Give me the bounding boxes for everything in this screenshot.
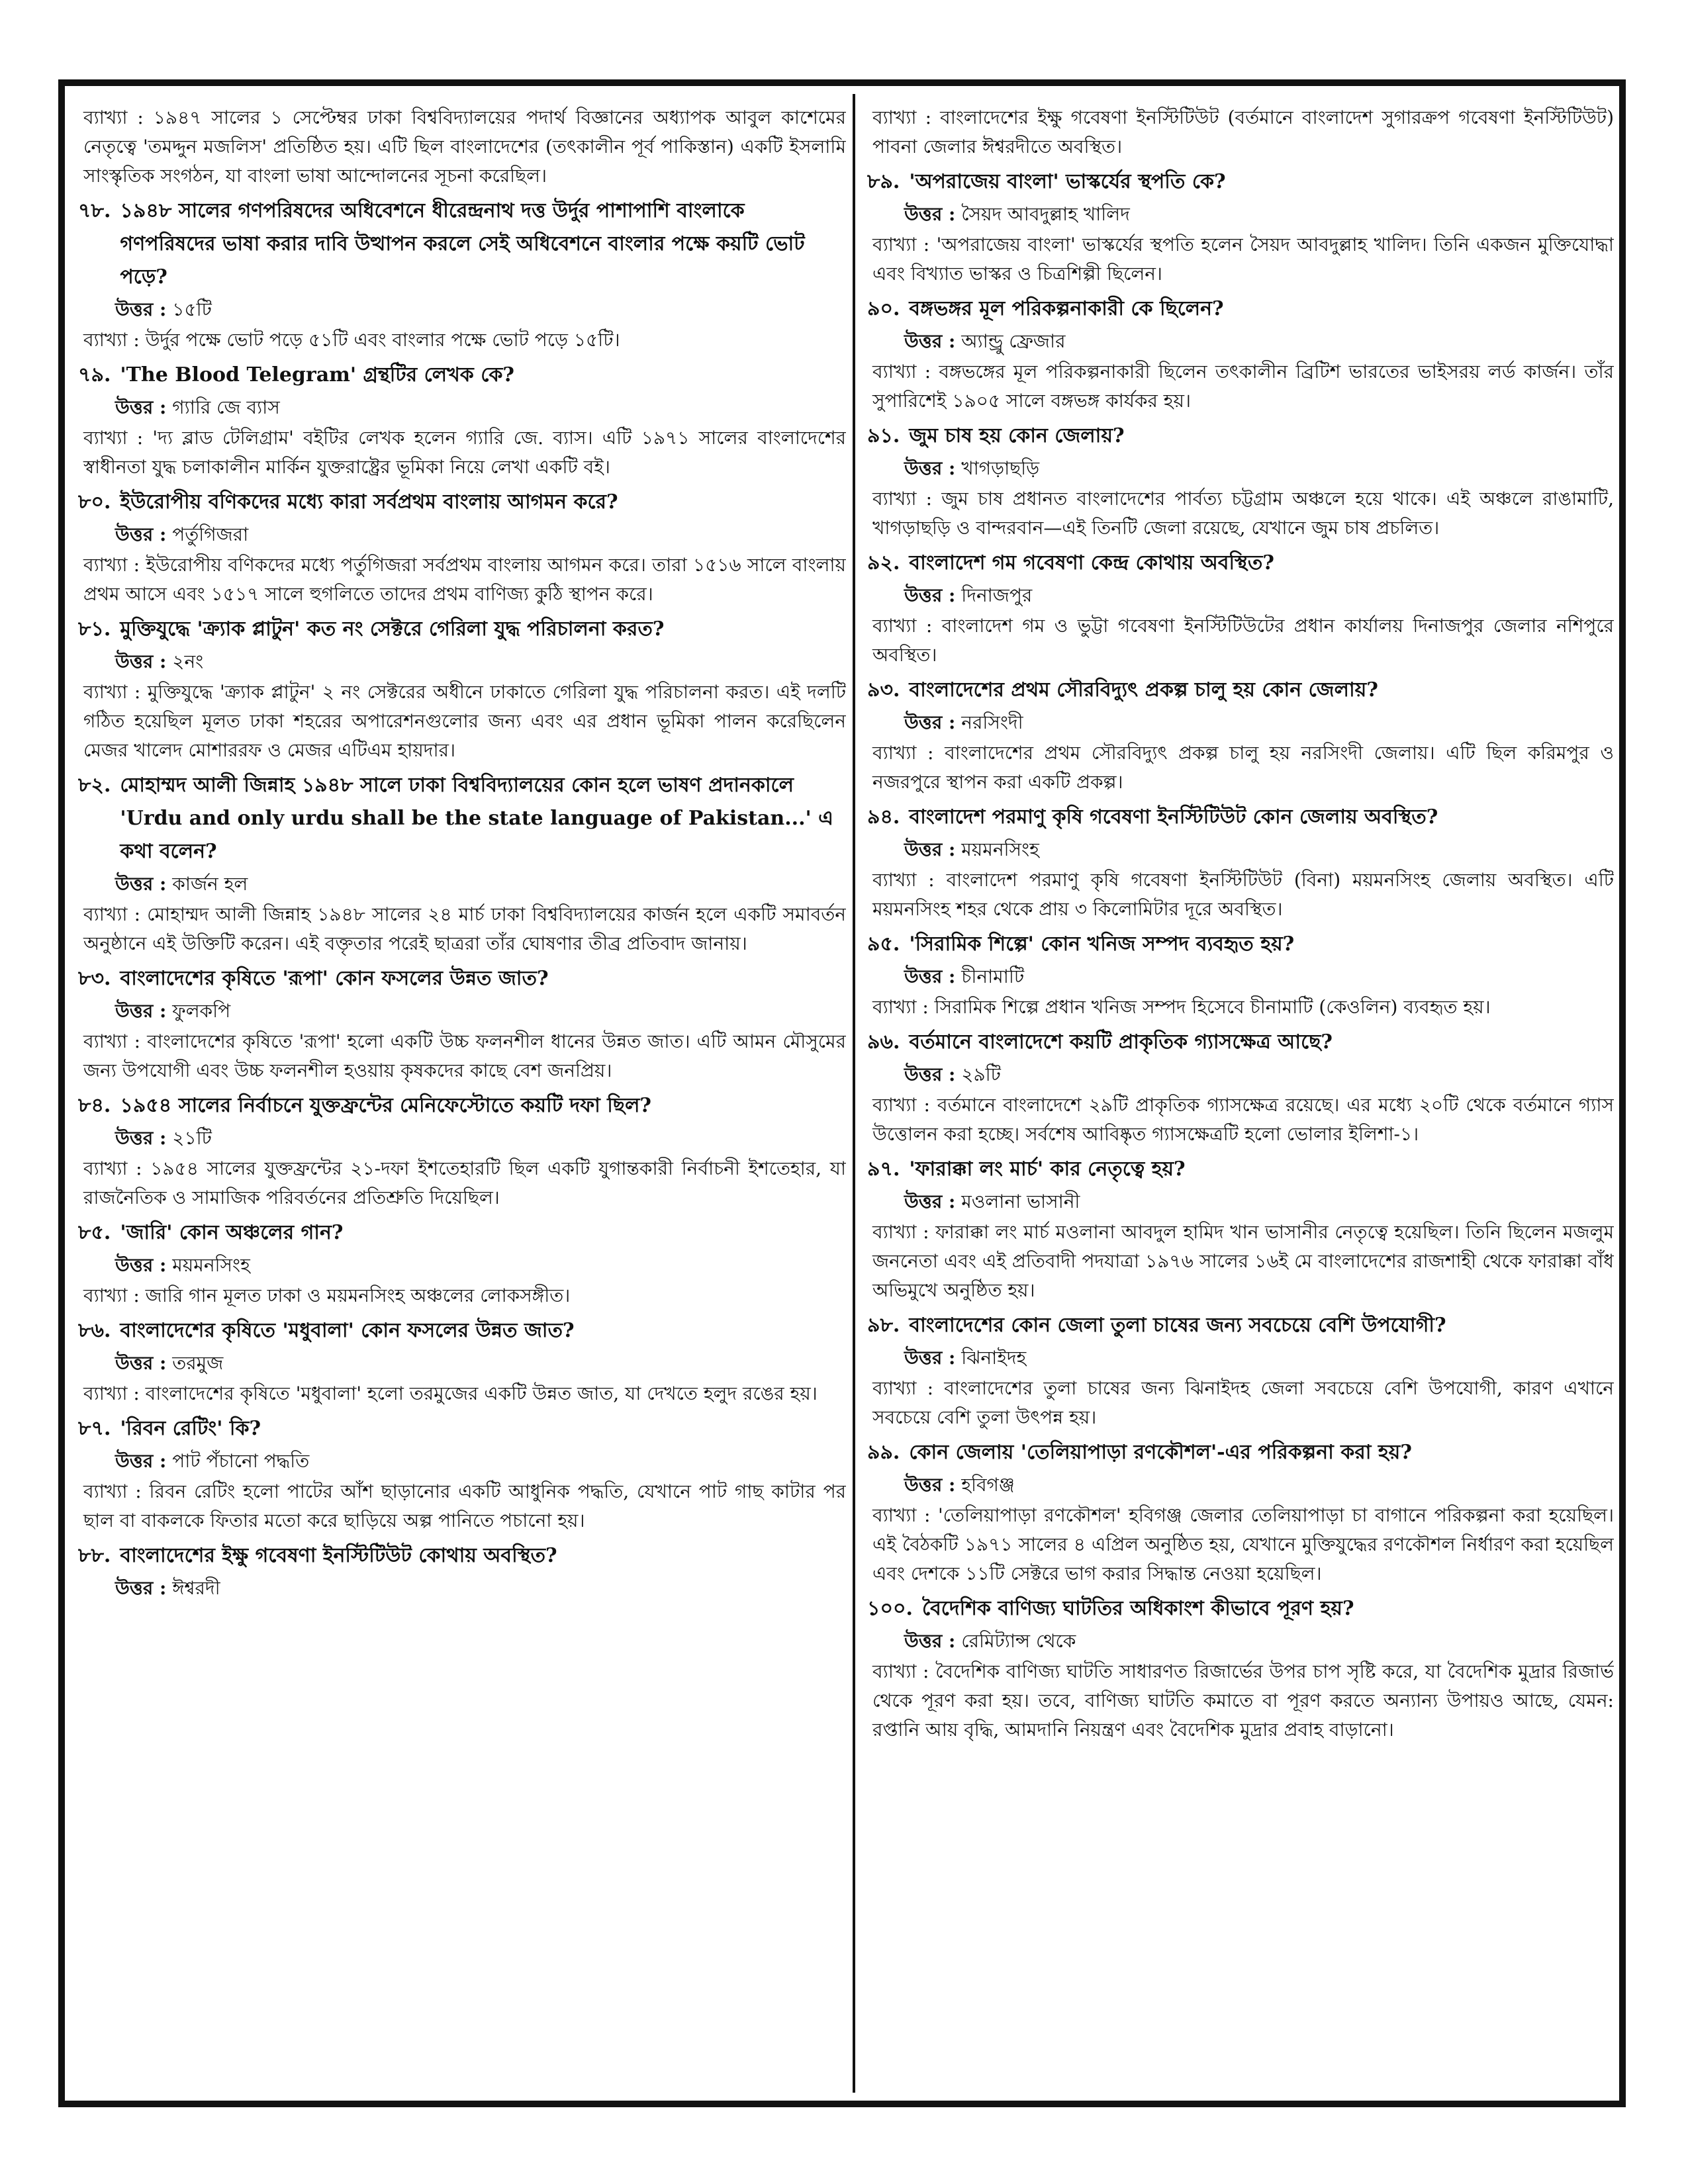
answer [78,995,846,1027]
question-number: ৮০. [78,490,111,514]
question-text: বৈদেশিক বাণিজ্য ঘাটতির অধিকাংশ কীভাবে পূরণ হয়? [921,1597,1354,1620]
question [78,1089,846,1122]
explanation: ব্যাখ্যা : বাংলাদেশ গম ও ভুট্টা গবেষণা ইনস্টিটিউটের প্রধান কার্যালয় দিনাজপুর জেলার নশিপুরে অবস্থিত। [872,615,1614,666]
answer-text: ফুলকপি [172,1000,231,1022]
qa-item [78,359,846,482]
answer [867,1059,1614,1091]
answer-text: পর্তুগিজরা [172,523,249,545]
qa-item [78,769,846,958]
answer-text: অ্যান্ড্রু ফ্রেজার [961,330,1066,352]
explanation: ব্যাখ্যা : জুম চাষ প্রধানত বাংলাদেশের পার্বত্য চট্টগ্রাম অঞ্চলে হয়ে থাকে। এই অঞ্চলে রাঙামাটি, খাগড়াছড়ি ও বান্দরবান—এই তিনটি জেলা রয়েছে, যেখানে জুম চাষ প্রচলিত। [872,488,1614,539]
right-column [867,103,1614,2087]
question-text: 'The Blood Telegram' গ্রন্থটির লেখক কে? [120,363,514,387]
question-number: ৮৬. [78,1319,111,1342]
answer [867,834,1614,866]
answer-label: উত্তর : [115,523,167,545]
answer-text: ময়মনসিংহ [172,1254,250,1276]
question [867,1436,1614,1469]
question [867,293,1614,326]
answer-text: সৈয়দ আবদুল্লাহ খালিদ [961,203,1130,225]
question [867,1592,1614,1625]
question [78,195,846,294]
qa-item [867,1309,1614,1432]
qa-item [78,1314,846,1408]
qa-item [78,1216,846,1310]
answer-text: হবিগঞ্জ [961,1474,1015,1496]
intro-explanation: ব্যাখ্যা : বাংলাদেশের ইক্ষু গবেষণা ইনস্টিটিউট (বর্তমানে বাংলাদেশ সুগারক্রপ গবেষণা ইনস্টিটিউট) পাবনা জেলার ঈশ্বরদীতে অবস্থিত। [872,107,1614,158]
question [867,1309,1614,1342]
question [867,674,1614,707]
answer [867,453,1614,484]
qa-item [78,1089,846,1212]
explanation: ব্যাখ্যা : জারি গান মূলত ঢাকা ও ময়মনসিংহ অঞ্চলের লোকসঙ্গীত। [83,1285,571,1306]
intro-explanation: ব্যাখ্যা : ১৯৪৭ সালের ১ সেপ্টেম্বর ঢাকা বিশ্ববিদ্যালয়ের পদার্থ বিজ্ঞানের অধ্যাপক আবুল কাশেমের নেতৃত্বে 'তমদ্দুন মজলিস' প্রতিষ্ঠিত হয়। এটি ছিল বাংলাদেশের (তৎকালীন পূর্ব পাকিস্তান) একটি ইসলামি সাংস্কৃতিক সংগঠন, যা বাংলা ভাষা আন্দোলনের সূচনা করেছিল। [83,107,846,187]
qa-item [78,195,846,355]
answer [867,1186,1614,1218]
question-list [867,165,1614,1745]
answer-text: ঝিনাইদহ [961,1347,1027,1369]
question [78,1412,846,1445]
answer [867,707,1614,739]
answer-label: উত্তর : [115,1000,167,1022]
answer-label: উত্তর : [115,1577,167,1599]
question-number: ৯১. [867,424,900,447]
question [78,486,846,519]
answer-label: উত্তর : [115,1450,167,1472]
question [78,1216,846,1250]
answer [78,1572,846,1604]
question-number: ৭৯. [78,363,111,387]
question [78,1314,846,1347]
answer [867,199,1614,230]
question-number: ৯৮. [867,1314,900,1337]
qa-item [867,674,1614,797]
answer-label: উত্তর : [904,966,956,987]
question-text: ১৯৫৪ সালের নির্বাচনে যুক্তফ্রন্টের মেনিফেস্টোতে কয়টি দফা ছিল? [120,1094,652,1117]
answer-label: উত্তর : [904,839,956,860]
question-text: কোন জেলায় 'তেলিয়াপাড়া রণকৌশল'-এর পরিকল্পনা করা হয়? [909,1441,1412,1464]
question-text: ইউরোপীয় বণিকদের মধ্যে কারা সর্বপ্রথম বাংলায় আগমন করে? [120,490,618,514]
qa-item [867,420,1614,543]
explanation: ব্যাখ্যা : উর্দুর পক্ষে ভোট পড়ে ৫১টি এবং বাংলার পক্ষে ভোট পড়ে ১৫টি। [83,329,620,351]
answer-label: উত্তর : [115,298,167,320]
answer-text: ১৫টি [172,298,212,320]
answer-text: ২৯টি [961,1064,1001,1085]
question-number: ৯৯. [867,1441,900,1464]
explanation: ব্যাখ্যা : বাংলাদেশ পরমাণু কৃষি গবেষণা ইনস্টিটিউট (বিনা) ময়মনসিংহ জেলায় অবস্থিত। এটি ময়মনসিংহ শহর থেকে প্রায় ৩ কিলোমিটার দূরে অবস্থিত। [872,869,1614,920]
qa-item [78,613,846,765]
question-number: ৮২. [78,774,111,797]
answer [78,1122,846,1154]
explanation: ব্যাখ্যা : ১৯৫৪ সালের যুক্তফ্রন্টের ২১-দফা ইশতেহারটি ছিল একটি যুগান্তকারী নির্বাচনী ইশতেহার, যা রাজনৈতিক ও সামাজিক পরিবর্তনের প্রতিশ্রুতি দিয়েছিল। [83,1158,846,1208]
answer [867,961,1614,993]
question-text: মোহাম্মদ আলী জিন্নাহ ১৯৪৮ সালে ঢাকা বিশ্ববিদ্যালয়ের কোন হলে ভাষণ প্রদানকালে 'Urdu and only urdu shall be the state language of Pakistan...' এ কথা বলেন? [120,774,833,863]
answer-text: গ্যারি জে ব্যাস [172,396,280,418]
answer [78,646,846,678]
answer-label: উত্তর : [904,1347,956,1369]
question-number: ৮৫. [78,1221,111,1244]
answer-text: পাট পঁচানো পদ্ধতি [172,1450,310,1472]
explanation: ব্যাখ্যা : বাংলাদেশের কৃষিতে 'রূপা' হলো একটি উচ্চ ফলনশীল ধানের উন্নত জাত। এটি আমন মৌসুমের জন্য উপযোগী এবং উচ্চ ফলনশীল হওয়ায় কৃষকদের কাছে বেশ জনপ্রিয়। [83,1030,846,1081]
answer [78,1445,846,1477]
explanation: ব্যাখ্যা : 'অপরাজেয় বাংলা' ভাস্কর্যের স্থপতি হলেন সৈয়দ আবদুল্লাহ খালিদ। তিনি একজন মুক্তিযোদ্ধা এবং বিখ্যাত ভাস্কর ও চিত্রশিল্পী ছিলেন। [872,234,1614,285]
question-number: ৯৫. [867,933,900,956]
left-column [78,103,846,2087]
answer-label: উত্তর : [115,1352,167,1374]
answer-label: উত্তর : [904,584,956,606]
question-list [78,195,846,1604]
answer-text: ময়মনসিংহ [961,839,1039,860]
answer-text: ঈশ্বরদী [172,1577,220,1599]
qa-item [867,1026,1614,1149]
qa-item [867,801,1614,924]
answer-text: ২নং [172,651,204,672]
explanation: ব্যাখ্যা : 'দ্য ব্লাড টেলিগ্রাম' বইটির লেখক হলেন গ্যারি জে. ব্যাস। এটি ১৯৭১ সালের বাংলাদেশের স্বাধীনতা যুদ্ধ চলাকালীন মার্কিন যুক্তরাষ্ট্রের ভূমিকা নিয়ে লেখা একটি বই। [83,427,846,478]
qa-item [78,962,846,1085]
answer-text: চীনামাটি [961,966,1025,987]
answer-label: উত্তর : [904,1630,956,1652]
question-number: ৭৮. [78,199,111,222]
explanation: ব্যাখ্যা : বঙ্গভঙ্গের মূল পরিকল্পনাকারী ছিলেন তৎকালীন ব্রিটিশ ভারতের ভাইসরয় লর্ড কার্জন। তাঁর সুপারিশেই ১৯০৫ সালে বঙ্গভঙ্গ কার্যকর হয়। [872,361,1614,412]
question-text: 'ফারাক্কা লং মার্চ' কার নেতৃত্বে হয়? [909,1158,1186,1181]
explanation: ব্যাখ্যা : বাংলাদেশের কৃষিতে 'মধুবালা' হলো তরমুজের একটি উন্নত জাত, যা দেখতে হলুদ রঙের হয়। [83,1383,818,1404]
question [867,1153,1614,1186]
qa-item [867,165,1614,289]
qa-item [867,1436,1614,1588]
question-number: ১০০. [867,1597,913,1620]
answer-label: উত্তর : [904,1064,956,1085]
question-number: ৯৩. [867,678,900,702]
question [78,359,846,392]
answer-label: উত্তর : [904,457,956,479]
qa-item [78,1539,846,1604]
question-text: বঙ্গভঙ্গর মূল পরিকল্পনাকারী কে ছিলেন? [909,297,1224,320]
explanation: ব্যাখ্যা : 'তেলিয়াপাড়া রণকৌশল' হবিগঞ্জ জেলার তেলিয়াপাড়া চা বাগানে পরিকল্পনা করা হয়েছিল। এই বৈঠকটি ১৯৭১ সালের ৪ এপ্রিল অনুষ্ঠিত হয়, যেখানে মুক্তিযুদ্ধের রণকৌশল নির্ধারণ করা হয়েছিল এবং দেশকে ১১টি সেক্টরে ভাগ করার সিদ্ধান্ত নেওয়া হয়েছিল। [872,1504,1614,1584]
explanation: ব্যাখ্যা : ফারাক্কা লং মার্চ মওলানা আবদুল হামিদ খান ভাসানীর নেতৃত্বে হয়েছিল। তিনি ছিলেন মজলুম জননেতা এবং এই প্রতিবাদী পদযাত্রা ১৯৭৬ সালের ১৬ই মে বাংলাদেশের রাজশাহী থেকে ফারাক্কা বাঁধ অভিমুখে অনুষ্ঠিত হয়। [872,1221,1614,1301]
question-text: জুম চাষ হয় কোন জেলায়? [909,424,1125,447]
question [78,962,846,995]
qa-item [867,1153,1614,1305]
question-text: মুক্তিযুদ্ধে 'ক্র্যাক প্লাটুন' কত নং সেক্টরে গেরিলা যুদ্ধ পরিচালনা করত? [120,617,665,641]
qa-item [78,1412,846,1535]
answer-text: মওলানা ভাসানী [961,1191,1080,1212]
column-divider [853,94,855,2093]
answer [78,392,846,424]
answer-label: উত্তর : [904,203,956,225]
question-number: ৯০. [867,297,900,320]
answer-label: উত্তর : [904,1191,956,1212]
question-text: 'অপরাজেয় বাংলা' ভাস্কর্যের স্থপতি কে? [909,170,1226,193]
explanation: ব্যাখ্যা : বৈদেশিক বাণিজ্য ঘাটতি সাধারণত রিজার্ভের উপর চাপ সৃষ্টি করে, যা বৈদেশিক মুদ্রার রিজার্ভ থেকে পূরণ করা হয়। তবে, বাণিজ্য ঘাটতি কমাতে বা পূরণ করতে অন্যান্য উপায়ও আছে, যেমন: রপ্তানি আয় বৃদ্ধি, আমদানি নিয়ন্ত্রণ এবং বৈদেশিক মুদ্রার প্রবাহ বাড়ানো। [872,1661,1614,1741]
qa-item [867,1592,1614,1745]
answer [867,1469,1614,1501]
explanation: ব্যাখ্যা : সিরামিক শিল্পে প্রধান খনিজ সম্পদ হিসেবে চীনামাটি (কেওলিন) ব্যবহৃত হয়। [872,996,1491,1018]
explanation: ব্যাখ্যা : রিবন রেটিং হলো পাটের আঁশ ছাড়ানোর একটি আধুনিক পদ্ধতি, যেখানে পাট গাছ কাটার পর ছাল বা বাকলকে ফিতার মতো করে ছাড়িয়ে অল্প পানিতে পচানো হয়। [83,1480,846,1531]
answer [867,1625,1614,1657]
answer-label: উত্তর : [115,1254,167,1276]
question-text: 'সিরামিক শিল্পে' কোন খনিজ সম্পদ ব্যবহৃত হয়? [909,933,1295,956]
answer-label: উত্তর : [115,1127,167,1149]
explanation: ব্যাখ্যা : বাংলাদেশের তুলা চাষের জন্য ঝিনাইদহ জেলা সবচেয়ে বেশি উপযোগী, কারণ এখানে সবচেয়ে বেশি তুলা উৎপন্ন হয়। [872,1377,1614,1428]
question-text: বাংলাদেশ পরমাণু কৃষি গবেষণা ইনস্টিটিউট কোন জেলায় অবস্থিত? [909,805,1438,829]
answer [867,326,1614,357]
question-number: ৮১. [78,617,111,641]
explanation: ব্যাখ্যা : মোহাম্মদ আলী জিন্নাহ ১৯৪৮ সালের ২৪ মার্চ ঢাকা বিশ্ববিদ্যালয়ের কার্জন হলে একটি সমাবর্তন অনুষ্ঠানে এই উক্তিটি করেন। এই বক্তৃতার পরেই ছাত্ররা তাঁর ঘোষণার তীব্র প্রতিবাদ জানায়। [83,903,846,954]
answer-label: উত্তর : [115,396,167,418]
answer-text: তরমুজ [172,1352,224,1374]
answer [78,868,846,900]
question-number: ৮৯. [867,170,900,193]
question [78,1539,846,1572]
answer [867,1342,1614,1374]
answer-text: কার্জন হল [172,873,248,895]
question-number: ৯৭. [867,1158,900,1181]
question-text: বাংলাদেশের কোন জেলা তুলা চাষের জন্য সবচেয়ে বেশি উপযোগী? [909,1314,1446,1337]
question-text: ১৯৪৮ সালের গণপরিষদের অধিবেশনে ধীরেন্দ্রনাথ দত্ত উর্দুর পাশাপাশি বাংলাকে গণপরিষদের ভাষা করার দাবি উত্থাপন করলে সেই অধিবেশনে বাংলার পক্ষে কয়টি ভোট পড়ে? [120,199,805,289]
answer-label: উত্তর : [115,873,167,895]
question-text: 'রিবন রেটিং' কি? [120,1417,261,1440]
qa-item [867,293,1614,416]
question-text: বাংলাদেশের ইক্ষু গবেষণা ইনস্টিটিউট কোথায় অবস্থিত? [120,1544,557,1567]
answer-label: উত্তর : [904,1474,956,1496]
answer-text: ২১টি [172,1127,212,1149]
explanation: ব্যাখ্যা : বাংলাদেশের প্রথম সৌরবিদ্যুৎ প্রকল্প চালু হয় নরসিংদী জেলায়। এটি ছিল করিমপুর ও নজরপুরে স্থাপন করা একটি প্রকল্প। [872,742,1614,793]
explanation: ব্যাখ্যা : মুক্তিযুদ্ধে 'ক্র্যাক প্লাটুন' ২ নং সেক্টরের অধীনে ঢাকাতে গেরিলা যুদ্ধ পরিচালনা করত। এই দলটি গঠিত হয়েছিল মূলত ঢাকা শহরের অপারেশনগুলোর জন্য এবং এর প্রধান ভূমিকা পালন করেছিলেন মেজর খালেদ মোশাররফ ও মেজর এটিএম হায়দার। [83,681,846,761]
answer-text: দিনাজপুর [961,584,1033,606]
answer [78,1250,846,1281]
answer [78,1347,846,1379]
qa-item [867,928,1614,1022]
question [78,769,846,868]
question-number: ৯৪. [867,805,900,829]
answer-label: উত্তর : [115,651,167,672]
question [867,547,1614,580]
answer-text: খাগড়াছড়ি [961,457,1040,479]
question [867,801,1614,834]
question-text: 'জারি' কোন অঞ্চলের গান? [120,1221,344,1244]
answer-label: উত্তর : [904,711,956,733]
question-number: ৯৬. [867,1030,900,1054]
answer-label: উত্তর : [904,330,956,352]
answer-text: নরসিংদী [961,711,1023,733]
question [867,420,1614,453]
question-text: বাংলাদেশের প্রথম সৌরবিদ্যুৎ প্রকল্প চালু হয় কোন জেলায়? [909,678,1378,702]
question-number: ৮৭. [78,1417,111,1440]
qa-item [867,547,1614,670]
explanation: ব্যাখ্যা : বর্তমানে বাংলাদেশে ২৯টি প্রাকৃতিক গ্যাসক্ষেত্র রয়েছে। এর মধ্যে ২০টি থেকে বর্তমানে গ্যাস উত্তোলন করা হচ্ছে। সর্বশেষ আবিষ্কৃত গ্যাসক্ষেত্রটি হলো ভোলার ইলিশা-১। [872,1094,1614,1145]
question-number: ৮৮. [78,1544,111,1567]
answer [867,580,1614,612]
page-frame [58,79,1626,2107]
question-text: বর্তমানে বাংলাদেশে কয়টি প্রাকৃতিক গ্যাসক্ষেত্র আছে? [909,1030,1333,1054]
question [867,1026,1614,1059]
question-number: ৯২. [867,551,900,574]
answer [78,294,846,326]
question [867,165,1614,199]
answer [78,519,846,551]
explanation: ব্যাখ্যা : ইউরোপীয় বণিকদের মধ্যে পর্তুগিজরা সর্বপ্রথম বাংলায় আগমন করে। তারা ১৫১৬ সালে বাংলায় প্রথম আসে এবং ১৫১৭ সালে হুগলিতে তাদের প্রথম বাণিজ্য কুঠি স্থাপন করে। [83,554,846,605]
question-text: বাংলাদেশের কৃষিতে 'রূপা' কোন ফসলের উন্নত জাত? [120,967,549,990]
qa-item [78,486,846,609]
question-number: ৮৪. [78,1094,111,1117]
answer-text: রেমিট্যান্স থেকে [961,1630,1076,1652]
question-number: ৮৩. [78,967,111,990]
question-text: বাংলাদেশের কৃষিতে 'মধুবালা' কোন ফসলের উন্নত জাত? [120,1319,575,1342]
question-text: বাংলাদেশ গম গবেষণা কেন্দ্র কোথায় অবস্থিত? [909,551,1274,574]
question [78,613,846,646]
question [867,928,1614,961]
